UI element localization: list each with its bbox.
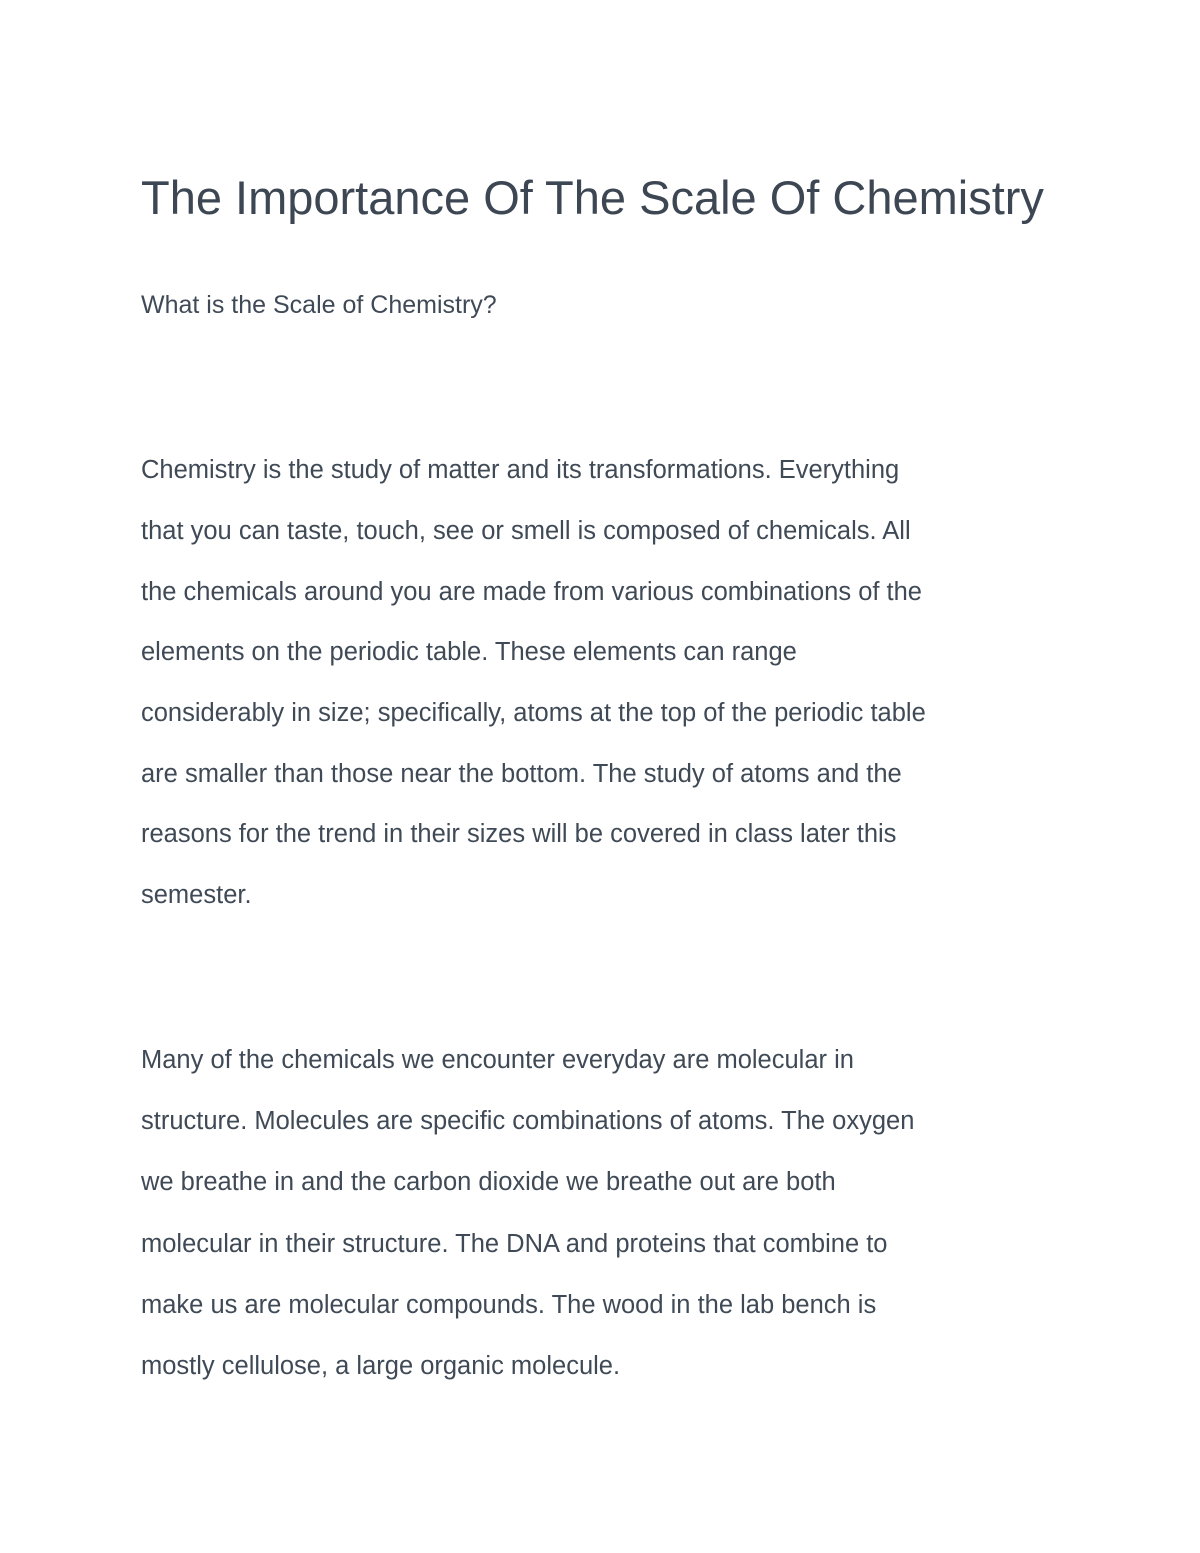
paragraph-line: structure. Molecules are specific combinations of atoms. The oxygen (141, 1107, 915, 1135)
section-heading: What is the Scale of Chemistry? (141, 291, 497, 319)
paragraph-line: elements on the periodic table. These elements can range (141, 638, 797, 666)
document-title: The Importance Of The Scale Of Chemistry (141, 171, 1044, 224)
paragraph-line: Many of the chemicals we encounter everyday are molecular in (141, 1046, 854, 1074)
paragraph-line: Chemistry is the study of matter and its transformations. Everything (141, 456, 900, 484)
paragraph-line: are smaller than those near the bottom. The study of atoms and the (141, 760, 902, 788)
paragraph-line: semester. (141, 881, 252, 909)
paragraph-line: reasons for the trend in their sizes will be covered in class later this (141, 820, 897, 848)
paragraph-line: we breathe in and the carbon dioxide we breathe out are both (141, 1168, 836, 1196)
paragraph-line: molecular in their structure. The DNA and proteins that combine to (141, 1230, 888, 1258)
paragraph-line: make us are molecular compounds. The wood in the lab bench is (141, 1291, 877, 1319)
paragraph-line: that you can taste, touch, see or smell is composed of chemicals. All (141, 517, 911, 545)
paragraph-line: mostly cellulose, a large organic molecule. (141, 1352, 621, 1380)
paragraph-line: considerably in size; specifically, atoms at the top of the periodic table (141, 699, 926, 727)
paragraph-line: the chemicals around you are made from various combinations of the (141, 578, 922, 606)
